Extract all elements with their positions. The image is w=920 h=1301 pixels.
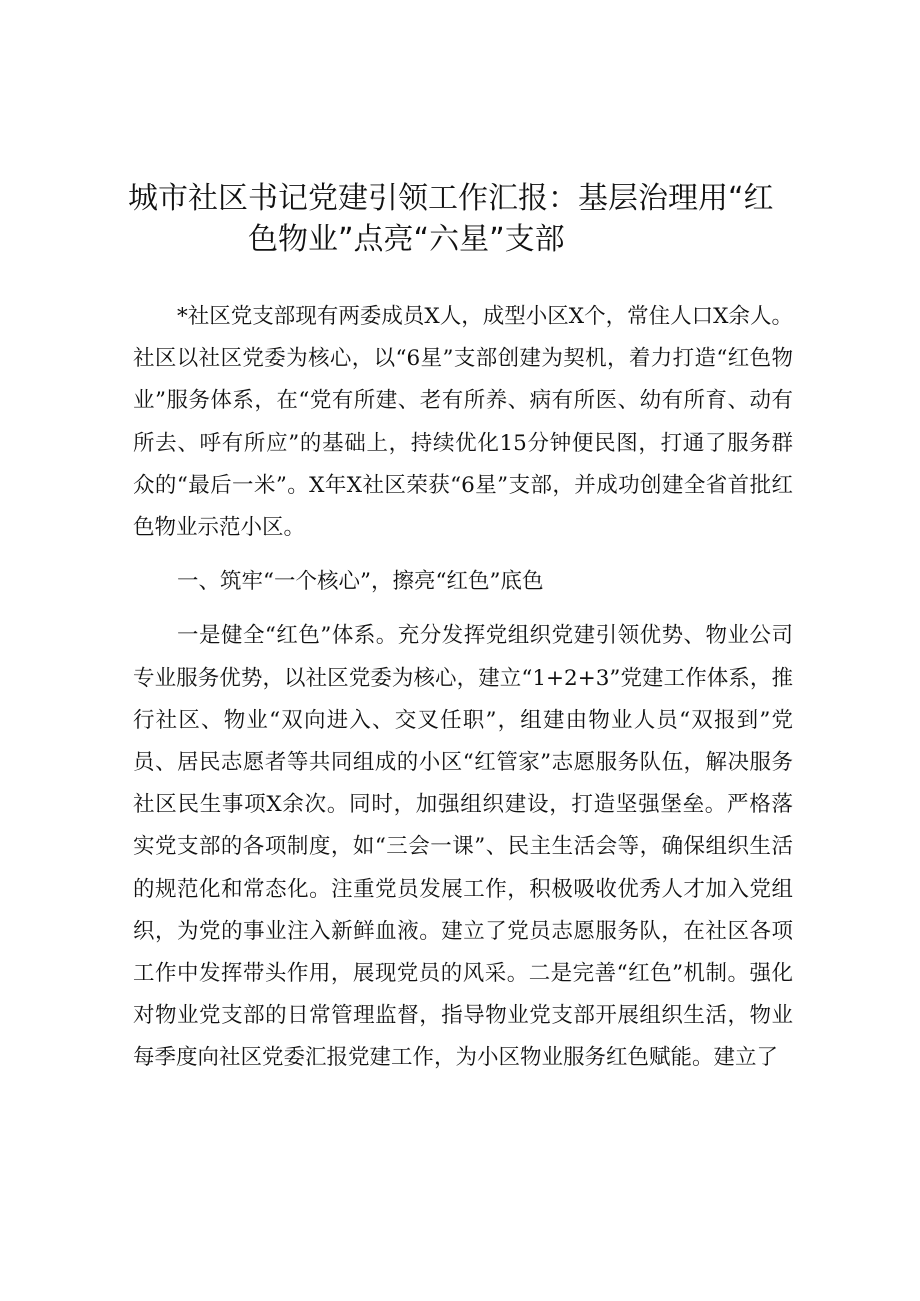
document-body	[133, 296, 793, 1080]
document-title	[128, 178, 808, 260]
title-line-2: 色物业”点亮“六星”支部	[248, 222, 565, 257]
title-line-1: 城市社区书记党建引领工作汇报：基层治理用“红	[128, 181, 774, 216]
section-heading-1: 一、筑牢“一个核心”，擦亮“红色”底色	[177, 569, 544, 595]
intro-paragraph: *社区党支部现有两委成员X人，成型小区X个，常住人口X余人。社区以社区党委为核心，以“6星”支部创建为契机，着力打造“红色物业”服务体系，在“党有所建、老有所养、病有所医、幼有所育、动有所去、呼有所应”的基础上，持续优化15分钟便民图，打通了服务群众的“最后一米”。X年X社区荣获“6星”支部，并成功创建全省首批红色物业示范小区。	[133, 304, 793, 541]
section-1-paragraph: 一是健全“红色”体系。充分发挥党组织党建引领优势、物业公司专业服务优势，以社区党委为核心，建立“1+2+3”党建工作体系，推行社区、物业“双向进入、交叉任职”，组建由物业人员“双报到”党员、居民志愿者等共同组成的小区“红管家”志愿服务队伍，解决服务社区民生事项X余次。同时，加强组织建设，打造坚强堡垒。严格落实党支部的各项制度，如“三会一课”、民主生活会等，确保组织生活的规范化和常态化。注重党员发展工作，积极吸收优秀人才加入党组织，为党的事业注入新鲜血液。建立了党员志愿服务队，在社区各项工作中发挥带头作用，展现党员的风采。二是完善“红色”机制。强化对物业党支部的日常管理监督，指导物业党支部开展组织生活，物业每季度向社区党委汇报党建工作，为小区物业服务红色赋能。建立了	[133, 623, 793, 1071]
